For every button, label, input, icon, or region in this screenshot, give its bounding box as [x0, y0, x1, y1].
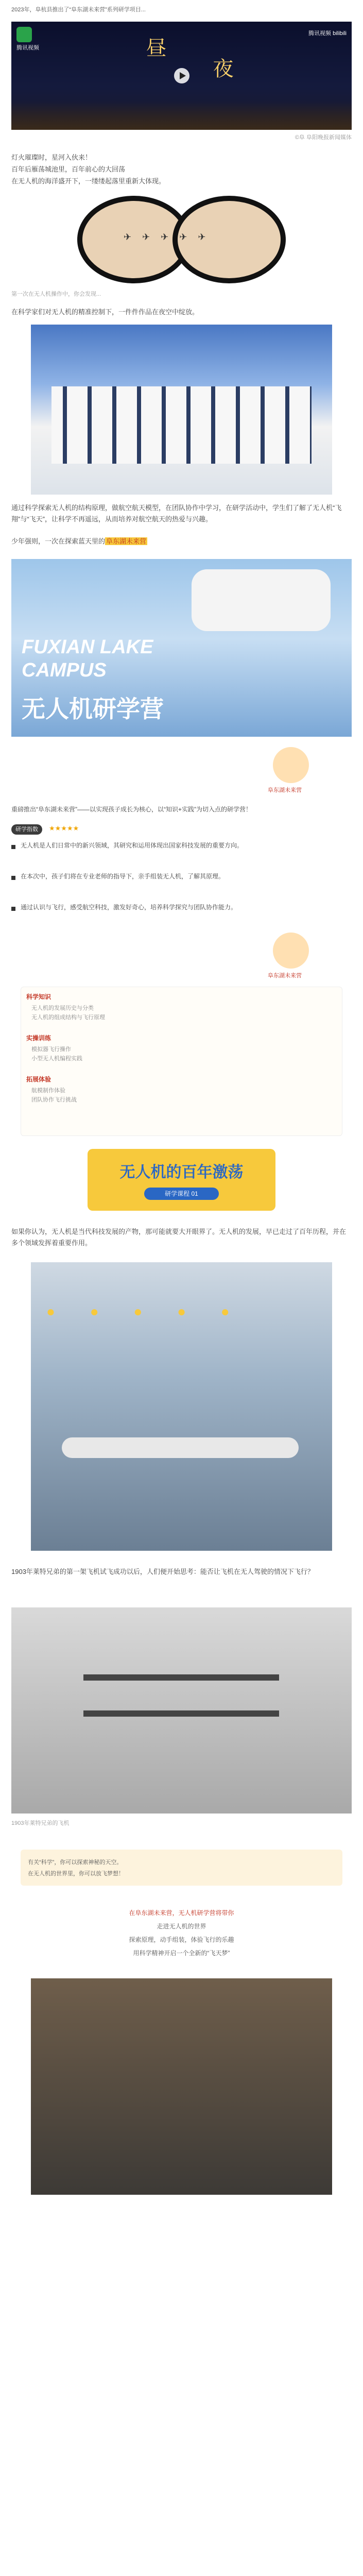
para4: 重磅推出“阜东湖未来营”——以实现孩子成长为核心，以“知识+实践”为切入点的研学营！	[11, 806, 252, 813]
rating-stars: ★★★★★	[49, 824, 79, 832]
card-sec3-item1: 航模制作体验	[31, 1088, 65, 1094]
hero-title-2: 夜	[210, 58, 233, 78]
para3-line2: 少年强则，一次在探索蓝天里的 阜东湖未来营	[11, 537, 147, 545]
biplane-wing-top	[83, 1674, 279, 1681]
intro-line: 2023年，阜杭县推出了“阜东湖未来营”系列研学项目...	[11, 7, 146, 13]
bullet-mark-2	[11, 876, 15, 880]
quote-box	[21, 1850, 342, 1886]
students-photo	[31, 1262, 332, 1551]
para1-line1: 灯火璀璨时，星河入伙来！	[11, 154, 92, 161]
drone-image	[192, 569, 331, 631]
card-sec2-item2: 小型无人机编程实践	[31, 1056, 82, 1062]
rating-label: 研学指数	[11, 824, 42, 835]
title-banner	[88, 1149, 275, 1211]
para6: 1903年莱特兄弟的第一架飞机试飞成功以后，人们便开始思考：能否让飞机在无人驾驶的情况下飞行？	[11, 1568, 314, 1575]
mascot-label-1: 阜东湖未来营	[268, 787, 302, 793]
mascot-label-2: 阜东湖未来营	[268, 973, 302, 979]
para1-line3: 在无人机的海洋盛开下，一缕缕起落里重新大体现。	[11, 177, 166, 185]
camp-en-title-1: FUXIAN LAKE	[22, 636, 153, 658]
para3-line1: 通过科学探索无人机的结构原理，做航空航天模型，在团队协作中学习，在研学活动中，学生们了解了无人机“飞翔”与“飞天”，让科学不再遥远，从而培养对航空航天的热爱与兴趣。	[11, 504, 342, 523]
center-block	[0, 1906, 363, 1960]
info-card	[21, 987, 342, 1136]
app-name: 腾讯视频	[16, 45, 39, 51]
center-line2: 走进无人机的世界	[157, 1923, 206, 1930]
camp-banner	[11, 559, 352, 737]
bullet-mark-3	[11, 907, 15, 911]
card-sec3-title: 拓展体验	[26, 1076, 51, 1083]
biplane-wing-bottom	[83, 1710, 279, 1717]
para1-line2: 百年后雁荡城池里，百年前心的大回荡	[11, 165, 126, 173]
card-sec1-item1: 无人机的发展历史与分类	[31, 1005, 94, 1011]
camp-cn-title: 无人机研学营	[22, 696, 164, 722]
app-logo-icon	[16, 27, 32, 42]
hero-credit: ©阜 阜阳晚报新闻媒体	[295, 134, 352, 141]
camp-en-title-2: CAMPUS	[22, 659, 107, 681]
title-banner-sub: 研学课程 01	[144, 1188, 219, 1200]
hero-video[interactable]	[11, 22, 352, 130]
title-banner-main: 无人机的百年激荡	[119, 1164, 244, 1181]
center-line1: 在阜东湖未来营，无人机研学营将带你	[129, 1909, 234, 1917]
city-lights	[11, 101, 352, 130]
para5: 如果你认为，无人机是当代科技发展的产物，那可能就要大开眼界了。无人机的发展，早已走过了百年历程，并在多个领域发挥着重要作用。	[11, 1228, 347, 1247]
card-sec1-item2: 无人机的组成结构与飞行原理	[31, 1014, 105, 1021]
yellow-hats: ● ● ● ● ●	[46, 1303, 245, 1319]
center-line4: 用科学精神开启一个全新的“飞天梦”	[133, 1950, 230, 1957]
old-photo	[11, 1607, 352, 1814]
bullet-2: 在本次中，孩子们将在专业老师的指导下，亲手组装无人机，了解其原理。	[21, 873, 225, 880]
mascot-image-1	[273, 747, 309, 783]
binoc-caption: 第一次在无人机操作中，你会发现...	[11, 291, 101, 297]
bullet-1: 无人机是人们日常中的新兴领域，其研究和运用体现出国家科技发展的重要方向。	[21, 842, 244, 849]
drone-silhouettes: ✈ ✈ ✈ ✈ ✈	[124, 232, 210, 242]
drone-model	[62, 1437, 299, 1458]
students	[51, 386, 312, 464]
play-button[interactable]	[174, 68, 189, 83]
group-photo	[31, 325, 332, 495]
bullet-3: 通过认识与飞行，感受航空科技，激发好奇心，培养科学探究与团队协作能力。	[21, 904, 237, 911]
highlight-phrase: 阜东湖未来营	[106, 537, 147, 545]
card-sec2-title: 实操训练	[26, 1035, 51, 1042]
quote-line2: 在无人机的世界里，你可以放飞梦想！	[28, 1871, 124, 1877]
quote-line1: 有关“科学”，你可以探索神秘的天空。	[28, 1859, 123, 1866]
card-sec3-item2: 团队协作飞行挑战	[31, 1097, 77, 1103]
center-line3: 探索原理，动手组装，体验飞行的乐趣	[129, 1936, 234, 1943]
binocular-image	[77, 196, 286, 283]
brand-right: 腾讯视频 bilibili	[308, 30, 347, 37]
card-sec1-title: 科学知识	[26, 993, 51, 1001]
play-icon	[180, 72, 186, 79]
bullet-mark-1	[11, 845, 15, 849]
mascot-image-2	[273, 933, 309, 969]
old-photo-caption: 1903年莱特兄弟的飞机	[11, 1820, 70, 1826]
para2: 在科学家们对无人机的精准控制下，一件件作品在夜空中绽放。	[11, 308, 199, 316]
card-sec2-item1: 模拟器飞行操作	[31, 1046, 71, 1053]
hero-title-1: 昼	[143, 37, 166, 58]
bottom-photo	[31, 1978, 332, 2195]
